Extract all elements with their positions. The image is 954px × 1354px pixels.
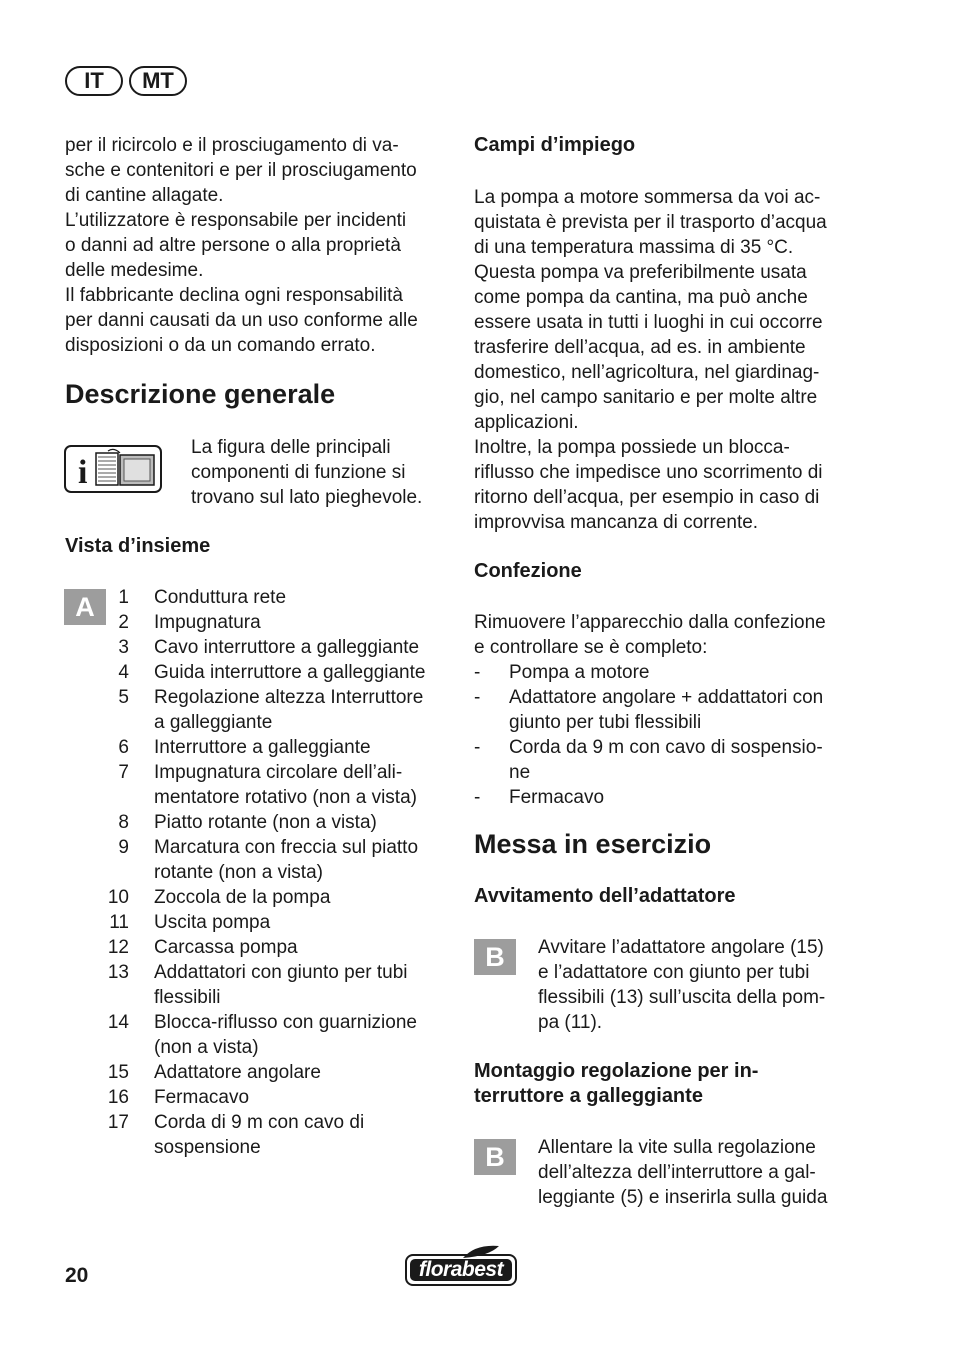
svg-text:i: i xyxy=(78,454,88,491)
text-line: per il ricircolo e il prosciugamento di va- xyxy=(65,135,399,156)
package-list xyxy=(474,660,864,810)
package-intro xyxy=(474,610,859,660)
text-line: e controllare se è completo: xyxy=(474,637,708,658)
list-item xyxy=(90,810,452,835)
info-book-icon xyxy=(64,445,162,493)
list-item xyxy=(90,735,452,760)
text-line: per danni causati da un uso conforme alle xyxy=(65,310,418,331)
item-number: 12 xyxy=(107,937,129,958)
item-text: Corda di 9 m con cavo di sospensione xyxy=(154,1112,365,1158)
item-number: 17 xyxy=(107,1112,129,1133)
item-text: Fermacavo xyxy=(154,1087,250,1108)
text-line: quistata è prevista per il trasporto d’acqua xyxy=(474,212,827,233)
item-number: 15 xyxy=(107,1062,129,1083)
text-line: leggiante (5) e inserirla sulla guida xyxy=(538,1187,828,1208)
brand-logo xyxy=(405,1244,519,1288)
text-line: di cantine allagate. xyxy=(65,185,224,206)
item-number: 6 xyxy=(118,737,129,758)
list-item xyxy=(90,685,452,735)
list-item xyxy=(474,735,864,785)
list-item xyxy=(90,835,452,885)
item-text: Regolazione altezza Interruttore a galleggiante xyxy=(154,687,424,733)
item-text: Cavo interruttore a galleggiante xyxy=(154,637,420,658)
text-line: applicazioni. xyxy=(474,412,579,433)
list-item xyxy=(90,610,452,635)
components-list xyxy=(90,585,452,1160)
list-item xyxy=(474,685,864,735)
adapter-text xyxy=(538,935,858,1035)
item-number: 14 xyxy=(107,1012,129,1033)
text-line: La figura delle principali xyxy=(191,437,391,458)
bullet-dash: - xyxy=(474,687,481,708)
item-text: Blocca-riflusso con guarnizione (non a vista) xyxy=(154,1012,417,1058)
item-text: Conduttura rete xyxy=(154,587,287,608)
logo-frame xyxy=(405,1254,517,1286)
item-number: 11 xyxy=(109,912,129,933)
title-line: terruttore a galleggiante xyxy=(474,1085,703,1107)
item-text: Adattatore angolare + addattatori con giunto per tubi flessibili xyxy=(509,687,824,733)
section-title-overview: Vista d’insieme xyxy=(65,535,211,557)
item-number: 16 xyxy=(107,1087,129,1108)
item-text: Carcassa pompa xyxy=(154,937,298,958)
text-line: flessibili (13) sull’uscita della pom- xyxy=(538,987,826,1008)
text-line: La pompa a motore sommersa da voi ac- xyxy=(474,187,821,208)
section-title-package: Confezione xyxy=(474,560,582,582)
item-text: Marcatura con freccia sul piatto rotante (non a vista) xyxy=(154,837,419,883)
text-line: dell’altezza dell’interruttore a gal- xyxy=(538,1162,816,1183)
list-item xyxy=(90,885,452,910)
list-item xyxy=(474,660,864,685)
item-number: 8 xyxy=(118,812,129,833)
item-text: Fermacavo xyxy=(509,787,605,808)
bullet-dash: - xyxy=(474,662,481,683)
text-line: sche e contenitori e per il prosciugamento xyxy=(65,160,417,181)
intro-paragraph xyxy=(65,133,450,358)
section-title-mount xyxy=(474,1059,758,1109)
text-line: ritorno dell’acqua, per esempio in caso di xyxy=(474,487,820,508)
text-line: componenti di funzione si xyxy=(191,462,406,483)
list-item xyxy=(90,910,452,935)
text-line: Allentare la vite sulla regolazione xyxy=(538,1137,816,1158)
list-item xyxy=(474,785,864,810)
list-item xyxy=(90,960,452,1010)
title-line: Montaggio regolazione per in- xyxy=(474,1060,759,1082)
text-line: di una temperatura massima di 35 °C. xyxy=(474,237,794,258)
bullet-dash: - xyxy=(474,787,481,808)
item-number: 1 xyxy=(118,587,129,608)
text-line: e l’adattatore con giunto per tubi xyxy=(538,962,810,983)
figure-badge-b: B xyxy=(474,1139,516,1175)
list-item xyxy=(90,1110,452,1160)
text-line: essere usata in tutti i luoghi in cui occorre xyxy=(474,312,823,333)
item-number: 10 xyxy=(107,887,129,908)
item-text: Adattatore angolare xyxy=(154,1062,321,1083)
text-line: improvvisa mancanza di corrente. xyxy=(474,512,759,533)
text-line: trasferire dell’acqua, ad es. in ambiente xyxy=(474,337,806,358)
usage-paragraph xyxy=(474,185,859,535)
info-text xyxy=(191,435,451,510)
text-line: domestico, nell’agricoltura, nel giardinag- xyxy=(474,362,820,383)
lang-badge-mt: MT xyxy=(129,66,187,96)
text-line: pa (11). xyxy=(538,1012,603,1033)
item-text: Guida interruttore a galleggiante xyxy=(154,662,426,683)
section-title-general: Descrizione generale xyxy=(65,379,336,409)
text-line: disposizioni o da un comando errato. xyxy=(65,335,376,356)
item-text: Piatto rotante (non a vista) xyxy=(154,812,377,833)
section-title-adapter: Avvitamento dell’adattatore xyxy=(474,885,736,907)
text-line: Questa pompa va preferibilmente usata xyxy=(474,262,807,283)
item-number: 7 xyxy=(118,762,129,783)
figure-badge-b: B xyxy=(474,939,516,975)
list-item xyxy=(90,635,452,660)
mount-text xyxy=(538,1135,858,1210)
text-line: trovano sul lato pieghevole. xyxy=(191,487,423,508)
item-number: 4 xyxy=(118,662,129,683)
list-item xyxy=(90,585,452,610)
text-line: L’utilizzatore è responsabile per incidenti xyxy=(65,210,407,231)
item-text: Impugnatura circolare dell’ali- mentatore rotativo (non a vista) xyxy=(154,762,417,808)
list-item xyxy=(90,1085,452,1110)
text-line: o danni ad altre persone o alla proprietà xyxy=(65,235,401,256)
list-item xyxy=(90,660,452,685)
figure-badge-a: A xyxy=(64,589,106,625)
list-item xyxy=(90,935,452,960)
text-line: riflusso che impedisce uno scorrimento di xyxy=(474,462,823,483)
bullet-dash: - xyxy=(474,737,481,758)
item-number: 5 xyxy=(118,687,129,708)
item-number: 9 xyxy=(118,837,129,858)
item-number: 2 xyxy=(118,612,129,633)
item-text: Uscita pompa xyxy=(154,912,271,933)
item-text: Pompa a motore xyxy=(509,662,650,683)
item-number: 3 xyxy=(118,637,129,658)
item-number: 13 xyxy=(107,962,129,983)
text-line: Rimuovere l’apparecchio dalla confezione xyxy=(474,612,826,633)
text-line: Avvitare l’adattatore angolare (15) xyxy=(538,937,824,958)
item-text: Corda da 9 m con cavo di sospensio- ne xyxy=(509,737,823,783)
text-line: Il fabbricante declina ogni responsabilità xyxy=(65,285,403,306)
text-line: delle medesime. xyxy=(65,260,204,281)
lang-badge-it: IT xyxy=(65,66,123,96)
section-title-usage: Campi d’impiego xyxy=(474,134,636,156)
list-item xyxy=(90,760,452,810)
item-text: Interruttore a galleggiante xyxy=(154,737,371,758)
section-title-startup: Messa in esercizio xyxy=(474,829,712,859)
item-text: Addattatori con giunto per tubi flessibili xyxy=(154,962,408,1008)
text-line: gio, nel campo sanitario e per molte altre xyxy=(474,387,818,408)
logo-text: florabest xyxy=(410,1259,512,1281)
list-item xyxy=(90,1010,452,1060)
list-item xyxy=(90,1060,452,1085)
page-number: 20 xyxy=(65,1264,89,1287)
item-text: Impugnatura xyxy=(154,612,261,633)
item-text: Zoccola de la pompa xyxy=(154,887,331,908)
text-line: come pompa da cantina, ma può anche xyxy=(474,287,808,308)
text-line: Inoltre, la pompa possiede un blocca- xyxy=(474,437,790,458)
